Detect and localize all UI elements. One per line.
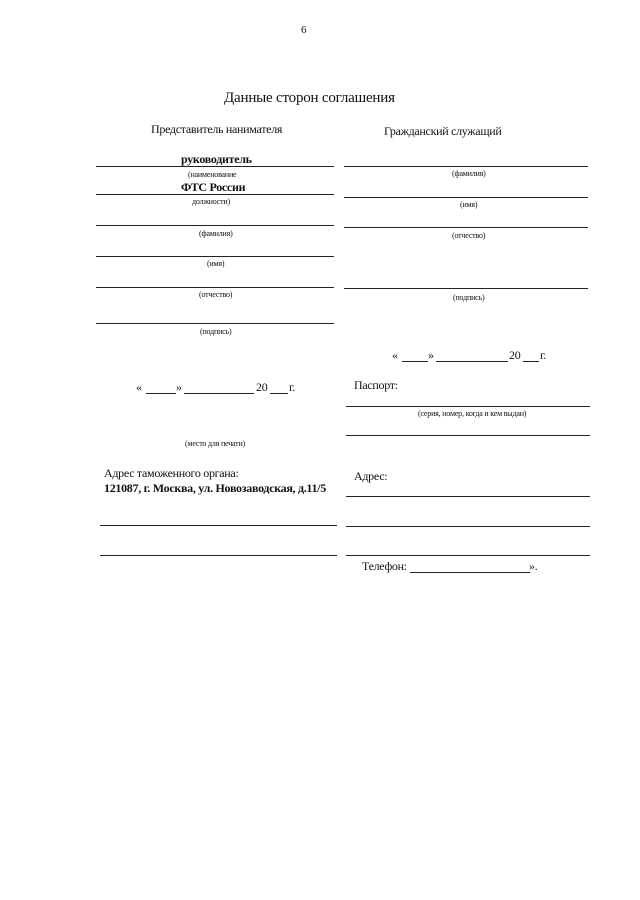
org-line [96, 194, 334, 195]
r-address-label: Адрес: [354, 469, 388, 483]
passport-label: Паспорт: [354, 378, 398, 392]
left-heading: Представитель нанимателя [151, 122, 283, 136]
r-date-quote-close: » [428, 348, 434, 362]
passport-line-1 [346, 406, 590, 407]
customs-address-label: Адрес таможенного органа: [104, 466, 239, 480]
r-date-year-blank [523, 361, 539, 362]
r-caption-name: (имя) [460, 200, 478, 209]
phone-blank [410, 572, 530, 573]
passport-line-2 [346, 435, 590, 436]
r-caption-patronymic: (отчество) [452, 231, 486, 240]
r-caption-signature: (подпись) [453, 293, 485, 302]
patronymic-line [96, 287, 334, 288]
stamp-place-caption: (место для печати) [185, 439, 246, 448]
date-suffix: г. [289, 380, 295, 394]
r-patronymic-line [344, 227, 588, 228]
r-signature-line [344, 288, 588, 289]
phone-end: ». [529, 559, 538, 573]
customs-address-value: 121087, г. Москва, ул. Новозаводская, д.11/5 [104, 481, 326, 495]
date-year: 20 [256, 380, 268, 394]
signature-line [96, 323, 334, 324]
name-line [96, 256, 334, 257]
caption-surname: (фамилия) [199, 229, 233, 238]
surname-line [96, 225, 334, 226]
phone-label: Телефон: [362, 559, 407, 573]
date-quote-close: » [176, 380, 182, 394]
r-date-month-blank [436, 361, 508, 362]
r-address-line-3 [346, 555, 590, 556]
caption-position: (наименование [188, 170, 237, 179]
passport-caption: (серия, номер, когда и кем выдан) [418, 409, 527, 418]
date-day-blank [146, 393, 176, 394]
right-heading: Гражданский служащий [384, 124, 502, 138]
r-address-line-1 [346, 496, 590, 497]
r-name-line [344, 197, 588, 198]
page-title: Данные сторон соглашения [224, 90, 395, 106]
date-month-blank [184, 393, 254, 394]
caption-patronymic: (отчество) [199, 290, 233, 299]
caption-name: (имя) [207, 259, 225, 268]
r-address-line-2 [346, 526, 590, 527]
date-year-blank [270, 393, 288, 394]
r-date-day-blank [402, 361, 428, 362]
org-value: ФТС России [181, 180, 246, 194]
caption-signature: (подпись) [200, 327, 232, 336]
position-value: руководитель [181, 152, 252, 166]
address-line-1 [100, 525, 337, 526]
address-line-2 [100, 555, 337, 556]
r-date-quote-open: « [392, 348, 398, 362]
r-surname-line [344, 166, 588, 167]
r-date-year: 20 [509, 348, 521, 362]
r-caption-surname: (фамилия) [452, 169, 486, 178]
date-quote-open: « [136, 380, 142, 394]
page-number: 6 [301, 24, 307, 36]
position-line [96, 166, 334, 167]
caption-position-2: должности) [192, 197, 230, 206]
r-date-suffix: г. [540, 348, 546, 362]
